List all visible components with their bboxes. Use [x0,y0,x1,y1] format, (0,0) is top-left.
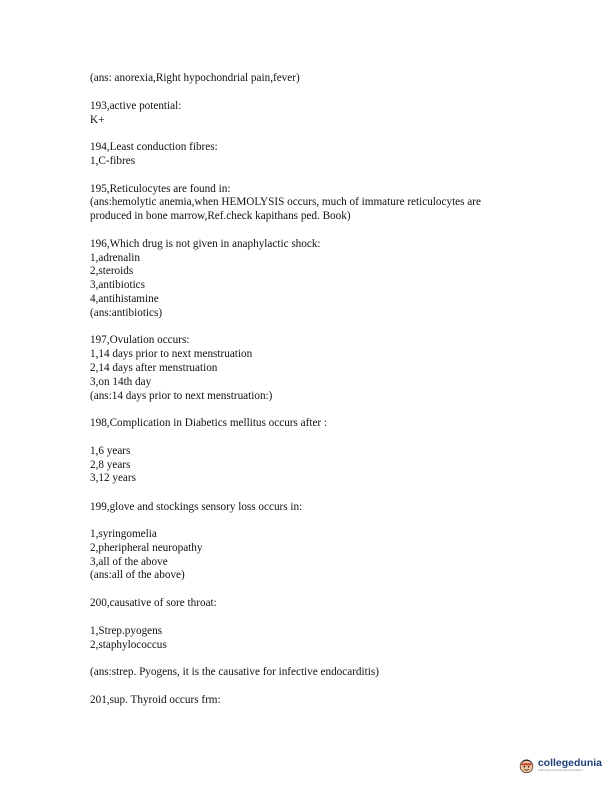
option-line: 4,antihistamine [90,293,159,305]
question-195: 195,Reticulocytes are found in: [90,183,231,195]
answer-line: (ans:14 days prior to next menstruation:) [90,390,273,402]
option-line: 2,14 days after menstruation [90,362,218,374]
option-line: 1,Strep.pyogens [90,625,163,637]
collegedunia-logo[interactable] [518,757,602,774]
question-198: 198,Complication in Diabetics mellitus occurs after : [90,417,328,429]
answer-line: (ans:antibiotics) [90,307,163,319]
question-194: 194,Least conduction fibres: [90,141,218,153]
option-line: 2,staphylococcus [90,639,167,651]
question-193: 193,active potential: [90,100,182,112]
answer-line: (ans:strep. Pyogens, it is the causative for infective endocarditis) [90,666,379,678]
option-line: 2,steroids [90,265,134,277]
answer-line: produced in bone marrow,Ref.check kapithans ped. Book) [90,210,351,222]
option-line: 1,14 days prior to next menstruation [90,348,253,360]
question-199: 199,glove and stockings sensory loss occurs in: [90,501,303,513]
option-line: 2,pheripheral neuropathy [90,542,203,554]
question-201: 201,sup. Thyroid occurs frm: [90,694,221,706]
text-line: (ans: anorexia,Right hypochondrial pain,fever) [90,72,300,84]
logo-name: collegedunia [537,757,602,769]
question-200: 200,causative of sore throat: [90,597,217,609]
option-line: 3,antibiotics [90,279,145,291]
answer-line: (ans:all of the above) [90,569,185,581]
question-196: 196,Which drug is not given in anaphylactic shock: [90,238,321,250]
option-line: 3,on 14th day [90,376,152,388]
option-line: 1,6 years [90,445,131,457]
answer-line: (ans:hemolytic anemia,when HEMOLYSIS occurs, much of immature reticulocytes are [90,196,481,208]
option-line: 3,all of the above [90,556,168,568]
option-line: 1,adrenalin [90,252,141,264]
question-197: 197,Ovulation occurs: [90,334,190,346]
option-line: 1,syringomelia [90,528,157,540]
collegedunia-mascot-icon [518,757,535,774]
option-line: 1,C-fibres [90,155,136,167]
option-line: 2,8 years [90,459,131,471]
option-line: 3,12 years [90,472,136,484]
logo-tagline: India's largest Student Review Platform [537,769,583,772]
answer-line: K+ [90,114,105,126]
